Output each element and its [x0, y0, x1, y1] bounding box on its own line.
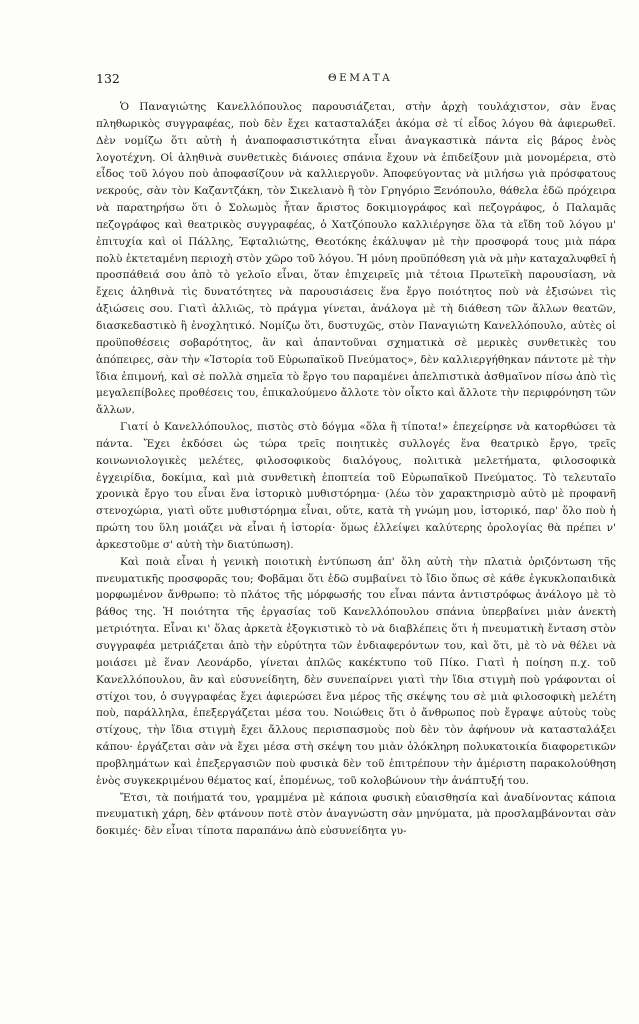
paragraph: Καὶ ποιὰ εἶναι ἡ γενικὴ ποιοτικὴ ἐντύπωση ἀπ' ὅλη αὐτὴ τὴν πλατιὰ ὁριζόντωση τῆς πνευματικῆς προσφορᾶς του; Φοβᾶμαι ὅτι ἐδῶ συμβαίνει τὸ ἴδιο ὅπως σὲ κάθε ἐγκυκλοπαιδικὰ μορφωμένον ἄνθρωπο: τὸ πλάτος τῆς μόρφωσής του εἶναι πάντα ἀντιστρόφως ἀνάλογο μὲ τὸ βάθος της. Ἡ ποιότητα τῆς ἐργασίας τοῦ Κανελλόπουλου σπάνια ὑπερβαίνει μιὰν ἀνεκτὴ μετριότητα. Εἶναι κι' ὅλας ἀρκετὰ ἐξογκιστικὸ τὸ νὰ διαβλέπεις ὅτι ἡ πνευματικὴ ἔνταση στὸν συγγραφέα μετριάζεται ἀπὸ τὴν εὐρύτητα τῶν ἐνδιαφερόντων του, καὶ ὅτι, μὲ τὸ νὰ θέλει νὰ μοιάσει μὲ ἕναν Λεονάρδο, γίνεται ἁπλῶς κακέκτυπο τοῦ Πίκο. Γιατὶ ἡ ποίηση π.χ. τοῦ Κανελλόπουλου, ἂν καὶ εὐσυνείδητη, δὲν συνεπαίρνει γιατὶ τὴν ἴδια στιγμὴ ποὺ γράφονται οἱ στίχοι του, ὁ συγγραφέας ἔχει ἀφιερώσει ἕνα μέρος τῆς σκέψης του σὲ μιὰ φιλοσοφικὴ μελέτη ποὺ, παράλληλα, ἐπεξεργάζεται μέσα του. Νοιώθεις ὅτι ὁ ἄνθρωπος ποὺ ἔγραψε αὐτοὺς τοὺς στίχους, τὴν ἴδια στιγμὴ ἔχει ἄλλους περισπασμοὺς ποὺ δὲν τὸν ἀφήνουν νὰ κατασταλάξει κάπου· ἐργάζεται σὰν νὰ ἔχει μέσα στὴ σκέψη του μιὰν ὁλόκληρη πολυκατοικία διαφορετικῶν προβλημάτων καὶ ἐπεξεργασιῶν ποὺ φυσικὰ δὲν τοῦ ἐπιτρέπουν τὴν ἀμέριστη παρακολούθηση ἑνὸς συγκεκριμένου θέματος καί, ἑπομένως, τοῦ κολοβώνουν τὴν ἀνάπτυξή του. — [96, 555, 616, 787]
paragraph: Ὁ Παναγιώτης Κανελλόπουλος παρουσιάζεται, στὴν ἀρχὴ τουλάχιστον, σὰν ἕνας πληθωρικὸς συγγραφέας, ποὺ δὲν ἔχει κατασταλάξει ἀκόμα σὲ τί εἶδος λόγου θὰ ἀφιερωθεῖ. Δὲν νομίζω ὅτι αὐτὴ ἡ ἀναποφασιστικότητα εἶναι ἀναγκαστικὰ πάντα εἰς βάρος ἑνὸς λογοτέχνη. Οἱ ἀληθινὰ συνθετικὲς διάνοιες σπάνια ἔχουν νὰ ἐπιδείξουν μιὰ μονομέρεια, στὸ εἶδος τοῦ λόγου ποὺ ἀποφασίζουν νὰ καλλιεργοῦν. Ἀποφεύγοντας νὰ μιλήσω γιὰ πρόσφατους νεκρούς, σὰν τὸν Καζαντζάκη, τὸν Σικελιανὸ ἢ τὸν Γρηγόριο Ξενόπουλο, θάθελα ἐδῶ πρόχειρα νὰ παρατηρήσω ὅτι ὁ Σολωμὸς ἦταν ἄριστος δοκιμιογράφος καὶ πεζογράφος, ὁ Παλαμᾶς πεζογράφος καὶ θεατρικὸς συγγραφέας, ὁ Χατζόπουλο καλλιέργησε ὅλα τὰ εἴδη τοῦ λόγου μ' ἐπιτυχία καὶ οἱ Πάλλης, Ἐφταλιώτης, Θεοτόκης ἐκάλυψαν μὲ τὴν προσφορά τους μιὰ πάρα πολὺ ἐκτεταμένη περιοχὴ στὸν χῶρο τοῦ λόγου. Ἡ μόνη προϋπόθεση γιὰ νὰ μὴν καταχαλυφθεῖ ἡ προσπάθειά σου ἀπὸ τὸ γελοῖο εἶναι, ὅταν ἐπιχειρεῖς μιὰ τέτοια Πρωτεϊκὴ παρουσίαση, νὰ ἔχεις ἀληθινὰ τὶς δυνατότητες νὰ παρουσιάσεις ἕνα ἔργο ποιότητος ποὺ νὰ ἐξισώνει τὶς ἀξιώσεις σου. Γιατὶ ἀλλιῶς, τὸ πράγμα γίνεται, ἀνάλογα μὲ τὴ διάθεση τῶν ἄλλων θεατῶν, διασκεδαστικὸ ἢ ἐνοχλητικό. Νομίζω ὅτι, δυστυχῶς, στὸν Παναγιώτη Κανελλόπουλο, αὐτὲς οἱ προϋποθέσεις σοβαρότητος, ἂν καὶ ἀπαντοῦναι σχηματικὰ σὲ μερικὲς συνθετικὲς του ἀπόπειρες, σὰν τὴν «Ἱστορία τοῦ Εὐρωπαϊκοῦ Πνεύματος», δὲν καλλιεργήθηκαν πάντοτε μὲ τὴν ἴδια ἐπιμονή, καὶ σὲ πολλὰ σημεῖα τὸ ἔργο του παραμένει ἀπελπιστικὰ ἀσθμαῖνον πίσω ἀπὸ τὶς μεγαλεπίβολες προθέσεις του, ἐπικαλούμενο ἄλλοτε τὸν οἶκτο καὶ ἄλλοτε τὴν περιφρόνηση τῶν ἄλλων. — [96, 101, 616, 417]
body-text — [96, 99, 616, 840]
page-header — [96, 71, 636, 89]
paragraph: Γιατί ὁ Κανελλόπουλος, πιστὸς στὸ δόγμα «ὅλα ἢ τίποτα!» ἐπεχείρησε νὰ κατορθώσει τὰ πάντα. Ἔχει ἐκδόσει ὡς τώρα τρεῖς ποιητικὲς συλλογές ἕνα θεατρικὸ ἔργο, τρεῖς κοινωνιολογικὲς μελέτες, φιλοσοφικοὺς διαλόγους, πολιτικὰ μελετήματα, φιλοσοφικὰ ἐγχειρίδια, δοκίμια, καὶ μιὰ συνθετικὴ ἐποπτεία τοῦ Εὐρωπαϊκοῦ Πνεύματος. Τὸ τελευταῖο χρονικὰ ἔργο του εἶναι ἕνα ἱστορικὸ μυθιστόρημα· (λέω τὸν χαρακτηρισμὸ αὐτὸ μὲ προφανῆ στενοχώρια, γιατὶ οὔτε μυθιστόρημα εἶναι, οὔτε, κατὰ τὴ γνώμη μου, ἱστορικό, παρ' ὅλο ποὺ ἡ πρώτη του ὕλη μοιάζει νὰ εἶναι ἡ ἱστορία· ὅμως ἐλλείψει καλύτερης ὁρολογίας θὰ πρέπει ν' ἀρκεστοῦμε σ' αὐτὴ τὴν διατύπωση). — [96, 421, 616, 551]
running-title: ΘΕΜΑΤΑ — [328, 72, 393, 84]
page-number: 132 — [96, 71, 120, 86]
paragraph: Ἔτσι, τὰ ποιήματά του, γραμμένα μὲ κάποια φυσικὴ εὐαισθησία καὶ ἀναδίνοντας κάποια πνευματικὴ χάρη, δὲν φτάνουν ποτὲ στὸν ἀναγνώστη σὰν μηνύματα, μὰ προσλαμβάνονται σὰν δοκιμές· δὲν εἶναι τίποτα παραπάνω ἀπὸ εὐσυνείδητα γυ- — [96, 791, 616, 838]
